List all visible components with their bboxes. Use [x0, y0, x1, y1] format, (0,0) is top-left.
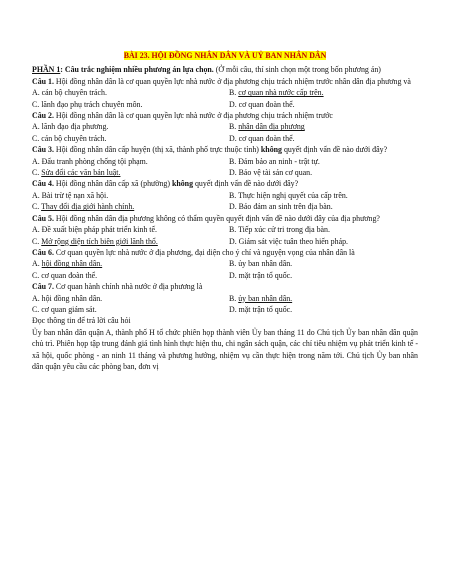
- question-1: [32, 76, 418, 110]
- question-text: Hội đồng nhân dân là cơ quan quyền lực nhà nước ở địa phương chịu trách nhiệm trước nhân dân địa phương và: [53, 76, 411, 86]
- option-d[interactable]: D. mặt trận tổ quốc.: [229, 270, 293, 280]
- option-b[interactable]: B. cơ quan nhà nước cấp trên.: [229, 88, 324, 98]
- answer-options: [32, 224, 418, 247]
- answer-options: [32, 258, 418, 281]
- part-heading: : Câu trắc nghiệm nhiều phương án lựa chọn.: [60, 65, 214, 75]
- question-number: Câu 3.: [32, 145, 54, 155]
- question-text: Cơ quan hành chính nhà nước ở địa phương là: [53, 282, 203, 292]
- option-c[interactable]: C. Thay đổi địa giới hành chính.: [32, 202, 135, 212]
- reading-passage: Ủy ban nhân dân quận A, thành phố H tổ chức phiên họp thành viên Ủy ban tháng 11 do Chủ tịch Ủy ban nhân dân quận chủ trì. Phiên họp tập trung đánh giá tình hình thực hiện thu, chi ngân sách quận, các chỉ tiêu nhiệm vụ phát triển kinh tế - xã hội, quốc phòng - an ninh 11 tháng và phương hướng, nhiệm vụ cần thực hiện trong năm tới. Chủ tịch Ủy ban nhân dân quận yêu cầu các phòng ban, đơn vị: [32, 327, 418, 371]
- option-a[interactable]: A. lãnh đạo địa phương.: [32, 122, 109, 132]
- question-4: Câu 4. Hội đồng nhân dân cấp xã (phường) không quyết định vấn đề nào dưới đây? A. Bài trừ tệ nạn xã hội. B. Thực hiện nghị quyết của cấp trên. C. Thay đổi địa giới hành chính. D. Bảo đảm an sinh trên địa bàn.: [32, 178, 418, 212]
- option-a[interactable]: A. cán bộ chuyên trách.: [32, 88, 107, 98]
- question-text: Hội đồng nhân dân địa phương không có thẩm quyền quyết định vấn đề nào dưới đây của địa phương?: [53, 213, 380, 223]
- option-a[interactable]: A. hội đồng nhân dân.: [32, 259, 103, 269]
- option-a[interactable]: A. Đấu tranh phòng chống tội phạm.: [32, 156, 148, 166]
- option-a[interactable]: A. Bài trừ tệ nạn xã hội.: [32, 190, 109, 200]
- option-c[interactable]: C. cơ quan đoàn thể.: [32, 270, 98, 280]
- part-label: PHẦN 1: [32, 65, 61, 75]
- question-text: Cơ quan quyền lực nhà nước ở địa phương, đại diện cho ý chí và nguyện vọng của nhân dân là: [53, 247, 355, 257]
- question-number: Câu 4.: [32, 179, 54, 189]
- question-2: [32, 110, 418, 144]
- answer-options: [32, 156, 418, 179]
- option-a[interactable]: A. hội đồng nhân dân.: [32, 293, 103, 303]
- answer-options: [32, 87, 418, 110]
- option-b[interactable]: B. Thực hiện nghị quyết của cấp trên.: [229, 190, 348, 200]
- answer-options: [32, 190, 418, 213]
- question-5: [32, 213, 418, 247]
- option-c[interactable]: C. cán bộ chuyên trách.: [32, 133, 107, 143]
- option-d[interactable]: D. mặt trận tổ quốc.: [229, 304, 293, 314]
- question-7: [32, 281, 418, 315]
- option-b[interactable]: B. ủy ban nhân dân.: [229, 293, 293, 303]
- option-d[interactable]: D. Bảo đảm an sinh trên địa bàn.: [229, 202, 333, 212]
- question-number: Câu 7.: [32, 282, 54, 292]
- question-text: Hội đồng nhân dân là cơ quan quyền lực nhà nước ở địa phương chịu trách nhiệm trước: [53, 111, 333, 121]
- option-a[interactable]: A. Đề xuất biện pháp phát triển kinh tế.: [32, 225, 157, 235]
- document-title: BÀI 23. HỘI ĐỒNG NHÂN DÂN VÀ UỶ BAN NHÂN DÂN: [123, 51, 327, 60]
- part-note: (Ở mỗi câu, thí sinh chọn một trong bốn phương án): [213, 65, 381, 75]
- answer-options: [32, 121, 418, 144]
- question-6: [32, 247, 418, 281]
- option-c[interactable]: C. cơ quan giám sát.: [32, 304, 97, 314]
- option-d[interactable]: D. Bảo vệ tài sản cơ quan.: [229, 168, 313, 178]
- question-number: Câu 5.: [32, 213, 54, 223]
- question-3: Câu 3. Hội đồng nhân dân cấp huyện (thị xã, thành phố trực thuộc tỉnh) không quyết định vấn đề nào dưới đây? A. Đấu tranh phòng chống tội phạm. B. Đảm bảo an ninh - trật tự. C. Sửa đổi các văn bản luật. D. Bảo vệ tài sản cơ quan.: [32, 144, 418, 178]
- question-number: Câu 6.: [32, 247, 54, 257]
- option-b[interactable]: B. Đảm bảo an ninh - trật tự.: [229, 156, 320, 166]
- question-number: Câu 2.: [32, 111, 54, 121]
- option-d[interactable]: D. cơ quan đoàn thể.: [229, 99, 295, 109]
- question-number: Câu 1.: [32, 76, 54, 86]
- reading-prompt: Đọc thông tin để trả lời câu hỏi: [32, 316, 131, 326]
- option-d[interactable]: D. Giám sát việc tuân theo hiến pháp.: [229, 236, 348, 246]
- answer-options: [32, 293, 418, 316]
- option-c[interactable]: C. Sửa đổi các văn bản luật.: [32, 168, 121, 178]
- option-b[interactable]: B. nhân dân địa phương: [229, 122, 305, 132]
- option-c[interactable]: C. Mở rộng diện tích biên giới lãnh thổ.: [32, 236, 158, 246]
- option-b[interactable]: B. ủy ban nhân dân.: [229, 259, 293, 269]
- option-b[interactable]: B. Tiếp xúc cử tri trong địa bàn.: [229, 225, 330, 235]
- part-instruction: [32, 64, 418, 75]
- option-c[interactable]: C. lãnh đạo phụ trách chuyên môn.: [32, 99, 143, 109]
- worksheet-page: [32, 50, 418, 372]
- option-d[interactable]: D. cơ quan đoàn thể.: [229, 133, 295, 143]
